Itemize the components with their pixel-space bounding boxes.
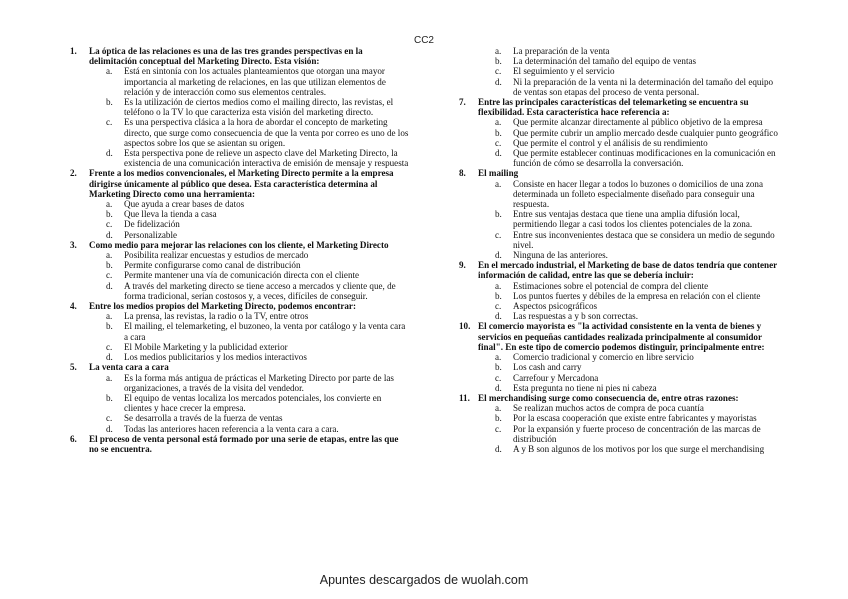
option-b — [478, 56, 783, 66]
option-list — [478, 281, 783, 322]
option-c — [478, 138, 783, 148]
option-b — [478, 413, 783, 423]
option-list — [478, 403, 783, 454]
option-list — [478, 46, 783, 97]
option-letter: c. — [495, 66, 502, 77]
option-a — [89, 199, 410, 209]
option-letter: d. — [106, 148, 113, 159]
question-11 — [459, 393, 783, 454]
option-letter: c. — [106, 219, 113, 230]
option-c — [478, 66, 783, 76]
option-letter: a. — [106, 372, 113, 383]
option-list — [89, 250, 410, 301]
option-a — [478, 352, 783, 362]
option-d — [478, 444, 783, 454]
option-c — [478, 230, 783, 250]
question-number: 9. — [459, 260, 466, 271]
option-a — [478, 281, 783, 291]
option-text: La determinación del tamaño del equipo de ventas — [513, 56, 697, 67]
option-d — [478, 250, 783, 260]
option-letter: d. — [495, 148, 502, 159]
question-number: 10. — [459, 321, 471, 332]
option-text: El mailing, el telemarketing, el buzoneo, la venta por catálogo y la venta cara a cara — [124, 321, 406, 342]
question-text: La venta cara a cara — [89, 362, 169, 373]
option-d — [89, 148, 410, 168]
option-letter: b. — [495, 413, 502, 424]
question-text: El mailing — [478, 168, 519, 179]
question-text: El comercio mayorista es "la actividad consistente en la venta de bienes y servicios en pequeñas cantidades realizada principalmente al consumidor final". En este tipo de comercio podemos distinguir, principalmente entre: — [478, 321, 765, 352]
question-4 — [70, 301, 410, 362]
option-c — [478, 373, 783, 383]
option-c — [89, 270, 410, 280]
option-text: Posibilita realizar encuestas y estudios de mercado — [124, 250, 309, 261]
option-text: El equipo de ventas localiza los mercados potenciales, los convierte en clientes y hace crecer la empresa. — [124, 392, 382, 414]
question-number: 4. — [70, 301, 77, 312]
option-text: Ninguna de las anteriores. — [513, 250, 608, 261]
option-letter: c. — [495, 137, 502, 148]
option-text: Que permite cubrir un amplio mercado desde cualquier punto geográfico — [513, 127, 778, 138]
option-a — [478, 179, 783, 210]
option-b — [478, 291, 783, 301]
question-text: Como medio para mejorar las relaciones con los cliente, el Marketing Directo — [89, 239, 389, 250]
option-letter: a. — [106, 250, 113, 261]
option-d — [89, 424, 410, 434]
option-text: Es una perspectiva clásica a la hora de abordar el concepto de marketing directo, que surge como consecuencia de que la venta por correo es uno de los aspectos sobre los que se asientan su origen. — [124, 117, 409, 148]
page-title: CC2 — [413, 35, 434, 46]
option-list — [89, 311, 410, 362]
option-text: De fidelización — [124, 219, 180, 230]
option-a — [89, 66, 410, 97]
option-text: Esta perspectiva pone de relieve un aspecto clave del Marketing Directo, la existencia de una comunicación interactiva de emisión de mensaje y respuesta — [124, 148, 409, 169]
option-letter: d. — [106, 280, 113, 291]
option-d — [478, 148, 783, 168]
option-letter: c. — [495, 423, 502, 434]
option-text: Entre sus ventajas destaca que tiene una amplia difusión local, permitiendo llegar a casi todos los clientes potenciales de la zona. — [513, 209, 753, 230]
option-a — [89, 250, 410, 260]
option-letter: b. — [495, 362, 502, 373]
option-letter: a. — [495, 117, 502, 128]
option-letter: d. — [495, 443, 502, 454]
option-text: La prensa, las revistas, la radio o la TV, entre otros — [124, 311, 309, 322]
option-text: Personalizable — [124, 229, 178, 240]
option-list — [478, 117, 783, 168]
option-text: Es la forma más antigua de prácticas el Marketing Directo por parte de las organizaciones, a través de la visita del vendedor. — [124, 372, 394, 393]
option-letter: a. — [495, 280, 502, 291]
question-text: Entre las principales características del telemarketing se encuentra su flexibilidad. Esta característica hace referencia a: — [478, 97, 749, 118]
option-letter: d. — [495, 382, 502, 393]
option-b — [89, 97, 410, 117]
option-c — [89, 117, 410, 148]
option-letter: c. — [495, 301, 502, 312]
option-text: Las respuestas a y b son correctas. — [513, 311, 638, 322]
question-number: 11. — [459, 392, 470, 403]
option-letter: c. — [106, 117, 113, 128]
option-a — [89, 311, 410, 321]
option-letter: b. — [106, 392, 113, 403]
option-text: A través del marketing directo se tiene acceso a mercados y cliente que, de forma tradicional, serían costosos y, a veces, difíciles de conseguir. — [124, 280, 396, 301]
question-number: 7. — [459, 97, 466, 108]
question-text: La óptica de las relaciones es una de las tres grandes perspectivas en la delimitación conceptual del Marketing Directo. Esta visión: — [89, 46, 363, 67]
footer-text: Apuntes descargados de wuolah.com — [319, 573, 529, 587]
option-b — [478, 209, 783, 229]
option-letter: a. — [495, 352, 502, 363]
option-text: Permite mantener una vía de comunicación directa con el cliente — [124, 270, 360, 281]
option-text: Está en sintonía con los actuales planteamientos que otorgan una mayor importancia al marketing de relaciones, en las que utilizan elementos de relación y de interacción como sus elementos centrales. — [124, 66, 386, 97]
option-text: Se realizan muchos actos de compra de poca cuantía — [513, 403, 704, 414]
question-9 — [459, 260, 783, 321]
option-letter: c. — [495, 372, 502, 383]
right-column — [459, 46, 783, 454]
option-text: Que permite establecer continuas modificaciones en la comunicación en función de cómo se desarrolla la conversación. — [513, 148, 776, 169]
option-text: Estimaciones sobre el potencial de compra del cliente — [513, 280, 709, 291]
option-letter: a. — [495, 46, 502, 56]
option-text: Aspectos psicográficos — [513, 301, 598, 312]
question-3 — [70, 240, 410, 301]
option-letter: b. — [106, 209, 113, 220]
question-text: En el mercado industrial, el Marketing de base de datos tendría que contener información de calidad, entre las que se debería incluir: — [478, 260, 777, 281]
option-letter: d. — [106, 352, 113, 363]
option-letter: d. — [495, 250, 502, 261]
option-b — [89, 260, 410, 270]
option-text: Todas las anteriores hacen referencia a la venta cara a cara. — [124, 423, 339, 434]
option-text: Es la utilización de ciertos medios como el mailing directo, las revistas, el teléfono o la TV lo que caracteriza esta visión del marketing directo. — [124, 97, 394, 118]
option-d — [478, 311, 783, 321]
option-text: Que permite alcanzar directamente al público objetivo de la empresa — [513, 117, 763, 128]
question-number: 8. — [459, 168, 466, 179]
option-text: Esta pregunta no tiene ni pies ni cabeza — [513, 382, 657, 393]
option-text: La preparación de la venta — [513, 46, 610, 56]
option-text: El seguimiento y el servicio — [513, 66, 615, 77]
option-b — [478, 362, 783, 372]
option-text: Por la escasa cooperación que existe entre fabricantes y mayoristas — [513, 413, 757, 424]
option-d — [478, 383, 783, 393]
question-7 — [459, 97, 783, 168]
option-b — [89, 393, 410, 413]
option-letter: d. — [495, 311, 502, 322]
option-letter: b. — [495, 56, 502, 67]
option-letter: b. — [495, 209, 502, 220]
left-column — [70, 46, 410, 454]
option-text: Los medios publicitarios y los medios interactivos — [124, 352, 307, 363]
option-c — [89, 413, 410, 423]
question-number: 3. — [70, 239, 77, 250]
option-list — [89, 66, 410, 168]
option-letter: d. — [106, 423, 113, 434]
option-letter: c. — [106, 413, 113, 424]
option-c — [89, 219, 410, 229]
option-c — [89, 342, 410, 352]
question-text: Entre los medios propios del Marketing Directo, podemos encontrar: — [89, 301, 356, 312]
option-text: A y B son algunos de los motivos por los que surge el merchandising — [513, 443, 765, 454]
question-text: Frente a los medios convencionales, el Marketing Directo permite a la empresa dirigirse únicamente al público que desea. Esta característica determina al Marketing Directo como una herramienta: — [89, 168, 394, 199]
option-a — [89, 373, 410, 393]
option-list — [89, 373, 410, 434]
question-1 — [70, 46, 410, 168]
option-text: Consiste en hacer llegar a todos lo buzones o domicilios de una zona determinada un folleto especialmente diseñado para conseguir una respuesta. — [513, 178, 764, 210]
option-text: Entre sus inconvenientes destaca que se considera un medio de segundo nivel. — [513, 229, 775, 250]
option-letter: a. — [106, 311, 113, 322]
option-text: Que ayuda a crear bases de datos — [124, 199, 245, 210]
option-c — [478, 424, 783, 444]
question-text: El merchandising surge como consecuencia de, entre otras razones: — [478, 392, 739, 403]
option-letter: b. — [106, 97, 113, 108]
option-list — [478, 179, 783, 261]
option-b — [478, 128, 783, 138]
option-a — [478, 46, 783, 56]
option-letter: d. — [495, 76, 502, 87]
option-letter: c. — [106, 270, 113, 281]
option-a — [478, 403, 783, 413]
option-d — [478, 77, 783, 97]
option-letter: b. — [495, 127, 502, 138]
option-c — [478, 301, 783, 311]
question-8 — [459, 168, 783, 260]
question-number: 2. — [70, 168, 77, 179]
option-letter: a. — [495, 178, 502, 189]
option-text: Que permite el control y el análisis de su rendimiento — [513, 137, 708, 148]
option-letter: d. — [106, 229, 113, 240]
option-text: Los puntos fuertes y débiles de la empresa en relación con el cliente — [513, 290, 761, 301]
option-text: Que lleva la tienda a casa — [124, 209, 217, 220]
option-text: Los cash and carry — [513, 362, 582, 373]
option-text: Ni la preparación de la venta ni la determinación del tamaño del equipo de ventas son etapas del proceso de venta personal. — [513, 76, 774, 97]
option-letter: c. — [106, 341, 113, 352]
option-letter: a. — [106, 199, 113, 210]
question-6 — [70, 434, 410, 454]
question-number: 5. — [70, 362, 77, 373]
option-letter: c. — [495, 229, 502, 240]
option-text: Por la expansión y fuerte proceso de concentración de las marcas de distribución — [513, 423, 761, 444]
option-text: Carrefour y Mercadona — [513, 372, 599, 383]
option-text: Permite configurarse como canal de distribución — [124, 260, 301, 271]
option-d — [89, 352, 410, 362]
question-5 — [70, 362, 410, 433]
option-letter: b. — [106, 260, 113, 271]
question-2 — [70, 168, 410, 239]
option-letter: a. — [495, 403, 502, 414]
option-b — [89, 209, 410, 219]
question-text: El proceso de venta personal está formado por una serie de etapas, entre las que no se encuentra. — [89, 433, 399, 454]
option-a — [478, 117, 783, 127]
option-d — [89, 230, 410, 240]
question-number: 1. — [70, 46, 77, 56]
option-text: El Mobile Marketing y la publicidad exterior — [124, 341, 288, 352]
option-text: Se desarrolla a través de la fuerza de ventas — [124, 413, 283, 424]
question-6-continued — [459, 46, 783, 97]
question-number: 6. — [70, 433, 77, 444]
option-list — [89, 199, 410, 240]
option-b — [89, 321, 410, 341]
option-text: Comercio tradicional y comercio en libre servicio — [513, 352, 694, 363]
option-d — [89, 281, 410, 301]
question-10 — [459, 321, 783, 392]
option-letter: b. — [106, 321, 113, 332]
option-list — [478, 352, 783, 393]
option-letter: a. — [106, 66, 113, 77]
option-letter: b. — [495, 290, 502, 301]
